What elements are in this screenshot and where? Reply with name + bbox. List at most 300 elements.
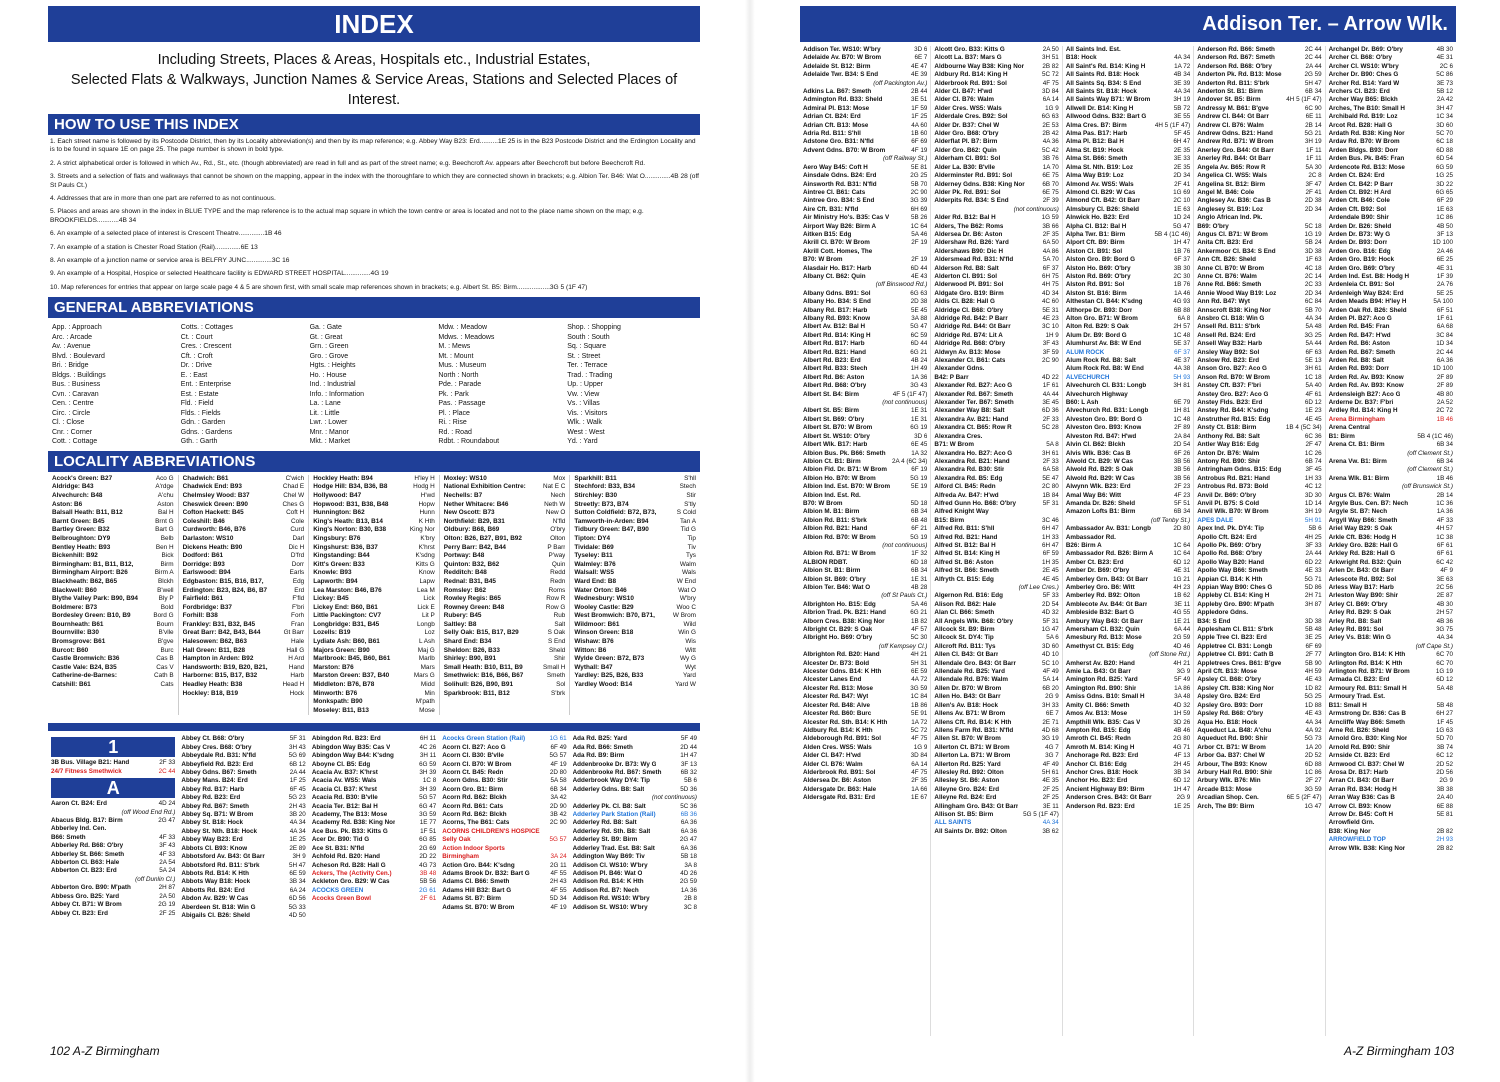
entry-name: Arden Gro. B16: Edg: [1328, 247, 1391, 255]
map-reference: 1D 82: [1304, 684, 1322, 692]
index-entry: [934, 391, 1058, 399]
map-reference: 2F 89: [1174, 424, 1191, 432]
entry-name: Abbotts Rd. B24: Erd: [181, 886, 245, 894]
entry-name: ACORNS CHILDREN'S HOSPICE: [442, 827, 540, 835]
map-reference: 2D 38: [910, 298, 928, 306]
locality-name: Halesowen: B62, B63: [182, 638, 247, 646]
entry-name: Abbess Gro. B25: Yard: [51, 892, 120, 900]
map-reference: 6A 68: [1436, 323, 1454, 331]
index-entry: [181, 904, 305, 912]
locality-entry: [444, 604, 566, 613]
entry-name: Alder La. B30: B'vlle: [934, 163, 996, 171]
locality-name: Harborne: B15, B17, B32: [182, 672, 258, 680]
locality-code: Shir: [554, 655, 566, 663]
map-reference: 1F 39: [1436, 272, 1454, 280]
locality-code: C'wich: [285, 474, 305, 482]
locality-code: Bart G: [155, 526, 174, 534]
index-entry: [934, 475, 1058, 483]
map-reference: 1G 69: [1173, 188, 1191, 196]
entry-name: Alfryth Ct. B15: Edg: [934, 575, 994, 583]
map-reference: 1C 38: [1436, 533, 1454, 541]
entry-name: Airport Way B26: Birm A: [803, 222, 877, 230]
index-entry: [181, 777, 305, 785]
index-entry: [1197, 332, 1321, 340]
map-reference: 5B 90: [1305, 659, 1322, 667]
entry-name: Aldersgate Rd. B31: Erd: [803, 794, 876, 802]
index-entry: [1329, 517, 1453, 525]
map-reference: 2F 19: [911, 239, 928, 247]
entry-name: Amington Rd. B25: Yard: [1065, 676, 1138, 684]
locality-code: Cole: [291, 517, 305, 525]
note-text: (off Packington Av.): [873, 79, 928, 87]
index-entry: [934, 189, 1058, 197]
locality-entry: [52, 535, 174, 544]
locality-name: Kingsbury: B76: [313, 534, 361, 542]
locality-code: Tiv: [687, 543, 696, 551]
index-note: [803, 281, 927, 289]
map-reference: 2A 46: [1436, 247, 1454, 255]
locality-name: Olton: B26, B27, B91, B92: [443, 534, 522, 542]
locality-name: Marlbrook: B45, B60, B61: [313, 655, 391, 663]
index-entry: [934, 441, 1058, 449]
index-entry: [803, 777, 927, 785]
index-entry: [1329, 147, 1453, 155]
map-reference: 3A 88: [911, 315, 928, 322]
entry-name: Alexander Rd. B27: Aco G: [934, 382, 1013, 390]
index-entry: [803, 88, 927, 96]
entry-name: Alston Gro. B9: Bord G: [1065, 256, 1136, 264]
entry-name: Alma Cres. B7: Birm: [1065, 121, 1127, 129]
locality-entry: [183, 655, 305, 664]
abbr-entry: Mus. : Museum: [438, 362, 487, 370]
index-entry: [1066, 710, 1190, 718]
general-abbreviations-grid: [48, 321, 700, 449]
index-entry: [1329, 349, 1453, 357]
index-entry: [1197, 290, 1321, 298]
entry-name: Aldershaw Rd. B26: Yard: [934, 239, 1009, 247]
entry-name: Apollo Cft. B24: Erd: [1197, 533, 1257, 541]
map-reference: 6C 70: [1436, 651, 1454, 659]
locality-name: Oldbury: B68, B69: [443, 526, 500, 534]
locality-code: Sol: [556, 681, 566, 689]
index-entry: [442, 870, 566, 878]
map-reference: 4F 75: [1042, 79, 1059, 87]
entry-name: Arnold Rd. B90: Shir: [1328, 743, 1391, 751]
entry-name: Albert Rd. B21: Hand: [803, 348, 866, 356]
index-entry: [1329, 138, 1453, 146]
index-entry: [803, 769, 927, 777]
map-reference: 5A 24: [159, 867, 176, 875]
map-reference: 5C 72: [910, 726, 928, 734]
index-entry: [51, 817, 175, 825]
map-reference: 1A 20: [1305, 743, 1322, 751]
map-reference: 3E 11: [1042, 802, 1059, 810]
entry-name: Aldershaws B90: Dic H: [934, 247, 1003, 255]
index-entry: [803, 424, 927, 432]
locality-name: Lickey: B45: [313, 595, 349, 603]
entry-name: Arbour, The B93: Know: [1197, 760, 1267, 768]
index-entry: [1066, 248, 1190, 256]
locality-name: West Bromwich: B70, B71,: [574, 612, 655, 620]
index-entry: [442, 803, 566, 811]
index-entry: [1066, 719, 1190, 727]
entry-name: Albrighton Ho. B15: Edg: [803, 600, 876, 608]
index-entry: [1066, 508, 1190, 516]
index-entry: [934, 155, 1058, 163]
index-entry: [1197, 508, 1321, 516]
locality-entry: [183, 569, 305, 578]
abbr-entry: Sq. : Square: [567, 343, 607, 351]
index-note: [803, 542, 927, 550]
locality-column: [179, 475, 310, 716]
index-entry: [1197, 382, 1321, 390]
entry-name: Alexandra Ct. B65: Row R: [934, 424, 1012, 432]
map-reference: 5B 70: [910, 180, 928, 188]
index-entry: [573, 845, 697, 853]
index-entry: [312, 786, 436, 794]
map-reference: 1B 76: [1173, 281, 1191, 289]
map-reference: 4A 44: [1042, 390, 1059, 398]
index-entry: [1329, 550, 1453, 558]
map-reference: 6F 61: [1436, 550, 1454, 558]
entry-name: Abacus Bldg. B17: Birm: [51, 817, 123, 825]
index-entry: [1197, 223, 1321, 231]
entry-name: Aaron Ct. B24: Erd: [51, 800, 107, 808]
index-entry: [803, 567, 927, 575]
locality-code: M'path: [415, 698, 435, 706]
index-entry: [1329, 618, 1453, 626]
index-entry: [803, 492, 927, 500]
map-reference: 3D 60: [1042, 642, 1059, 650]
entry-name: Academy, The B13: Mose: [311, 811, 388, 819]
index-entry: [312, 735, 436, 743]
map-reference: 3B 56: [1173, 474, 1191, 482]
index-entry: [442, 735, 566, 743]
index-entry: [1329, 668, 1453, 676]
abbr-entry: Mdw. : Meadow: [438, 324, 488, 332]
map-reference: 4F 13: [1174, 752, 1191, 760]
locality-code: Hall G: [286, 646, 305, 654]
map-reference: 6B 34: [1436, 457, 1454, 465]
index-entry: [1329, 273, 1453, 281]
map-reference: 5A 48: [1436, 684, 1454, 692]
locality-code: Fran: [291, 620, 305, 628]
entry-name: Albion Bus. Pk. B66: Smeth: [803, 449, 886, 457]
locality-entry: [313, 707, 435, 716]
entry-name: Anstey Flds. B23: Erd: [1197, 399, 1263, 407]
entry-name: Adderley Trad. Est. B8: Salt: [572, 844, 655, 852]
map-reference: 1F 32: [911, 550, 928, 558]
entry-name: April Cft. B13: Mose: [1197, 668, 1258, 676]
abbr-entry: Grn. : Green: [309, 343, 349, 351]
locality-entry: [574, 647, 696, 656]
map-reference: 3G 7: [1045, 752, 1059, 760]
index-entry: [1197, 239, 1321, 247]
entry-name: Allen Cl. B43: Gt Barr: [934, 651, 999, 659]
locality-entry: [313, 629, 435, 638]
index-entry: [1197, 433, 1321, 441]
map-reference: 4C 18: [1304, 264, 1322, 272]
locality-name: Bromsgrove: B61: [52, 638, 106, 646]
map-reference: 2C 72: [1436, 407, 1454, 415]
entry-name: Abberton Cl. B63: Hale: [51, 859, 120, 867]
entry-name: Alvechurch Cl. B31: Longb: [1065, 382, 1147, 390]
entry-name: Arden Ct. B24: Erd: [1328, 172, 1385, 180]
map-reference: 6F 63: [1305, 348, 1322, 356]
map-reference: 1H 47: [680, 752, 698, 760]
index-entry: [803, 676, 927, 684]
index-entry: [1329, 592, 1453, 600]
index-entry: [442, 862, 566, 870]
index-entries-right: [800, 46, 1456, 1036]
entry-name: Alvechurch Rd. B31: Longb: [1065, 407, 1149, 415]
locality-code: Edg: [292, 577, 305, 585]
index-entry: [442, 761, 566, 769]
abbr-entry: Up. : Upper: [567, 381, 603, 389]
entry-name: Alderton Cl. B91: Sol: [934, 272, 998, 280]
locality-entry: [313, 535, 435, 544]
map-reference: 1G 59: [1041, 214, 1059, 222]
map-reference: 2E 53: [1042, 121, 1059, 129]
entry-name: Anderson Rd. B23: Erd: [1065, 802, 1135, 810]
map-reference: 3F 43: [1042, 340, 1059, 348]
index-entry: [934, 786, 1058, 794]
entry-name: Arbor Ga. B37: Chel W: [1197, 752, 1265, 760]
entry-name: B71: W Brom: [934, 441, 974, 449]
locality-code: Head H: [282, 681, 305, 689]
locality-code: Bal H: [157, 509, 174, 517]
entry-name: Alwold Rd. B29: S Oak: [1065, 466, 1134, 474]
map-reference: 2D 56: [1436, 768, 1454, 776]
map-reference: 2H 43: [549, 878, 567, 886]
index-entry: [1197, 172, 1321, 180]
abbr-entry: Gdns. : Gardens: [180, 428, 233, 436]
map-reference: 5H 93: [1173, 373, 1191, 381]
entry-name: Adderbrook Way DY4: Tip: [572, 777, 650, 785]
locality-name: Hopwood: B31, B38, B48: [313, 500, 389, 508]
index-entry: [934, 651, 1058, 659]
index-entry: [1197, 265, 1321, 273]
locality-name: Cofton Hackett: B45: [182, 509, 244, 517]
locality-code: Birm: [160, 560, 174, 568]
map-reference: 6D 18: [910, 558, 928, 566]
map-reference: 3F 59: [1042, 348, 1059, 356]
index-entry: [803, 105, 927, 113]
entry-name: B1: Birm: [1328, 432, 1355, 440]
index-entry: [1197, 492, 1321, 500]
map-reference: 4B 36: [1436, 617, 1454, 625]
locality-code: Wy G: [680, 655, 696, 663]
index-entry: [1329, 525, 1453, 533]
abbr-entry: Yd. : Yard: [567, 438, 598, 446]
entry-name: Anchor Ho. B23: Erd: [1065, 777, 1128, 785]
abbr-entry: West : West: [567, 428, 605, 436]
index-entry: [934, 248, 1058, 256]
locality-code: N'fld: [552, 517, 566, 525]
index-entry: [1197, 761, 1321, 769]
map-reference: 6F 37: [1042, 264, 1059, 272]
locality-code: H'ley H: [414, 474, 435, 482]
locality-name: Cheswick Green: B90: [182, 500, 248, 508]
map-reference: 5C 86: [1436, 71, 1454, 79]
index-entry: [1197, 88, 1321, 96]
map-reference: 2D 90: [549, 802, 567, 810]
entry-name: All Saint's Rd. B14: King H: [1065, 62, 1146, 70]
entry-name: Amber Dr. B69: O'bry: [1065, 567, 1130, 575]
locality-name: Bartley Green: B32: [52, 526, 110, 534]
entry-name: Arden Gro. B69: O'bry: [1328, 264, 1395, 272]
entry-name: Anstey Cft. B37: F'bri: [1197, 382, 1261, 390]
entry-name: Albion Ho. B70: W Brom: [803, 474, 876, 482]
index-entry: [934, 710, 1058, 718]
map-reference: 1A 66: [911, 785, 928, 793]
locality-code: W End: [676, 577, 696, 585]
map-reference: 5E 45: [910, 306, 928, 314]
index-entry: [1197, 248, 1321, 256]
map-reference: 6H 47: [1173, 138, 1191, 146]
index-entry: [1329, 584, 1453, 592]
entry-name: Antringham Gdns. B15: Edg: [1197, 466, 1282, 474]
map-reference: 3G 59: [910, 684, 928, 692]
locality-entry: [313, 544, 435, 553]
index-entry: [1066, 777, 1190, 785]
entry-name: Arden Rd. Av. B93: Know: [1328, 382, 1404, 390]
map-reference: 6F 69: [1305, 642, 1322, 650]
locality-name: Perry Barr: B42, B44: [443, 543, 506, 551]
map-reference: 6B 32: [680, 769, 698, 777]
locality-entry: [52, 518, 174, 527]
index-entry: [1329, 63, 1453, 71]
map-reference: 3H 81: [1173, 382, 1191, 390]
index-entry: [934, 197, 1058, 205]
locality-code: F'bri: [291, 603, 305, 611]
entry-name: ALBION RDBT.: [803, 558, 848, 566]
abbr-entry: Mt. : Mount: [438, 352, 474, 360]
index-entry: [1066, 407, 1190, 415]
index-entry: [1066, 181, 1190, 189]
entry-name: All Saints Dr. B92: Olton: [934, 827, 1007, 835]
index-entry: [1197, 424, 1321, 432]
locality-name: Fairfield: B61: [182, 595, 224, 603]
locality-name: Monkspath: B90: [313, 698, 363, 706]
locality-code: Bly P: [158, 595, 174, 603]
locality-entry: [183, 638, 305, 647]
map-reference: 2C 33: [1304, 281, 1322, 289]
index-entry: [934, 601, 1058, 609]
index-entry: [934, 54, 1058, 62]
index-entry: [1066, 172, 1190, 180]
map-reference: 5E 19: [910, 483, 928, 491]
map-reference: 1H 33: [1042, 533, 1059, 541]
entry-name: Albion M. B1: Birm: [803, 508, 860, 516]
index-entry: [934, 643, 1058, 651]
entry-name: Alfreda Av. B47: H'wd: [934, 491, 999, 499]
index-entry: [803, 794, 927, 802]
locality-name: Headley Heath: B38: [182, 681, 243, 689]
index-entry: [1329, 357, 1453, 365]
entry-name: Archer Cl. B68: O'bry: [1328, 54, 1393, 62]
index-entry: [573, 752, 697, 760]
entry-name: Antony Rd. B90: Shir: [1197, 457, 1261, 465]
index-entry: [934, 542, 1058, 550]
map-reference: 1D 24: [1173, 214, 1191, 222]
map-reference: 5A 6: [1046, 634, 1059, 642]
locality-name: Romsley: B62: [443, 586, 487, 594]
map-reference: 5D 70: [1436, 735, 1454, 743]
entry-name: Albion St. B1: Birm: [803, 567, 861, 575]
entry-name: Ace St. B31: N'fld: [311, 844, 365, 852]
map-reference: 2F 39: [1042, 197, 1059, 205]
locality-code: Cats: [160, 681, 174, 689]
locality-code: Ches G: [282, 500, 305, 508]
index-entry: [1329, 391, 1453, 399]
index-entry: [934, 256, 1058, 264]
entry-name: Allerton Rd. B25: Yard: [934, 760, 1001, 768]
index-entry: [1329, 399, 1453, 407]
abbr-entry: Gro. : Grove: [309, 352, 349, 360]
locality-entry: [574, 535, 696, 544]
index-entry: [1197, 231, 1321, 239]
locality-name: Wooley Castle: B29: [574, 603, 634, 611]
index-entry: [1066, 332, 1190, 340]
index-entry: [1329, 609, 1453, 617]
entry-name: Alnwick Ho. B23: Erd: [1065, 214, 1130, 222]
map-reference: 5D 34: [549, 895, 567, 903]
entry-name: Anderton St. B1: Birm: [1197, 88, 1263, 96]
locality-entry: [574, 629, 696, 638]
map-reference: 5B 70: [1305, 306, 1322, 314]
map-reference: 4F 9: [1440, 567, 1454, 575]
map-reference: 4A 72: [911, 676, 928, 684]
abbr-entry: Bus. : Business: [52, 381, 101, 389]
map-reference: 5F 51: [1174, 499, 1191, 507]
entry-name: Ampton Rd. B15: Edg: [1065, 726, 1131, 734]
entry-name: Almond Cl. B29: W Cas: [1065, 188, 1136, 196]
index-entry: [803, 248, 927, 256]
map-reference: 1B 82: [910, 617, 928, 625]
entry-name: Ardendale B90: Shir: [1328, 214, 1389, 222]
map-reference: 1C 64: [910, 222, 928, 230]
locality-name: Wishaw: B76: [574, 638, 614, 646]
map-reference: 3D 84: [910, 752, 928, 760]
locality-entry: [444, 595, 566, 604]
locality-code: Harb: [290, 672, 305, 680]
locality-name: Chadwick End: B93: [182, 483, 242, 491]
entry-name: Arley Rd. B29: S Oak: [1328, 609, 1392, 617]
index-entry: [1066, 298, 1190, 306]
howto-item: 6. An example of a selected place of interest is Crescent Theatre..............1B 46: [50, 230, 282, 238]
locality-entry: [52, 629, 174, 638]
index-entry: [573, 735, 697, 743]
entry-name: Apex Ind. Pk. DY4: Tip: [1197, 525, 1264, 533]
entry-name: Abberton Ct. B23: Erd: [51, 867, 117, 875]
index-entry: [1329, 719, 1453, 727]
locality-code: Gt Barr: [283, 629, 305, 637]
index-entry: [803, 735, 927, 743]
entry-name: Arden Ct. B92: H Ard: [1328, 188, 1392, 196]
entry-name: Albion Ind. Est. B70: W Brom: [803, 483, 891, 491]
locality-name: Hockley Heath: B94: [313, 474, 373, 482]
entry-name: Alfred St. B12: Bal H: [934, 541, 996, 549]
index-entry: [1066, 576, 1190, 584]
entry-name: Amherst Av. B20: Hand: [1065, 659, 1135, 667]
map-reference: 2C 44: [158, 767, 176, 775]
map-reference: 4F 61: [1305, 390, 1322, 398]
map-reference: 3H 39: [419, 785, 437, 793]
locality-name: Walmley: B76: [574, 560, 616, 568]
entry-name: Allesley Rd. B92: Olton: [934, 768, 1004, 776]
entry-name: Abberley Rd. B68: O'bry: [51, 842, 124, 850]
